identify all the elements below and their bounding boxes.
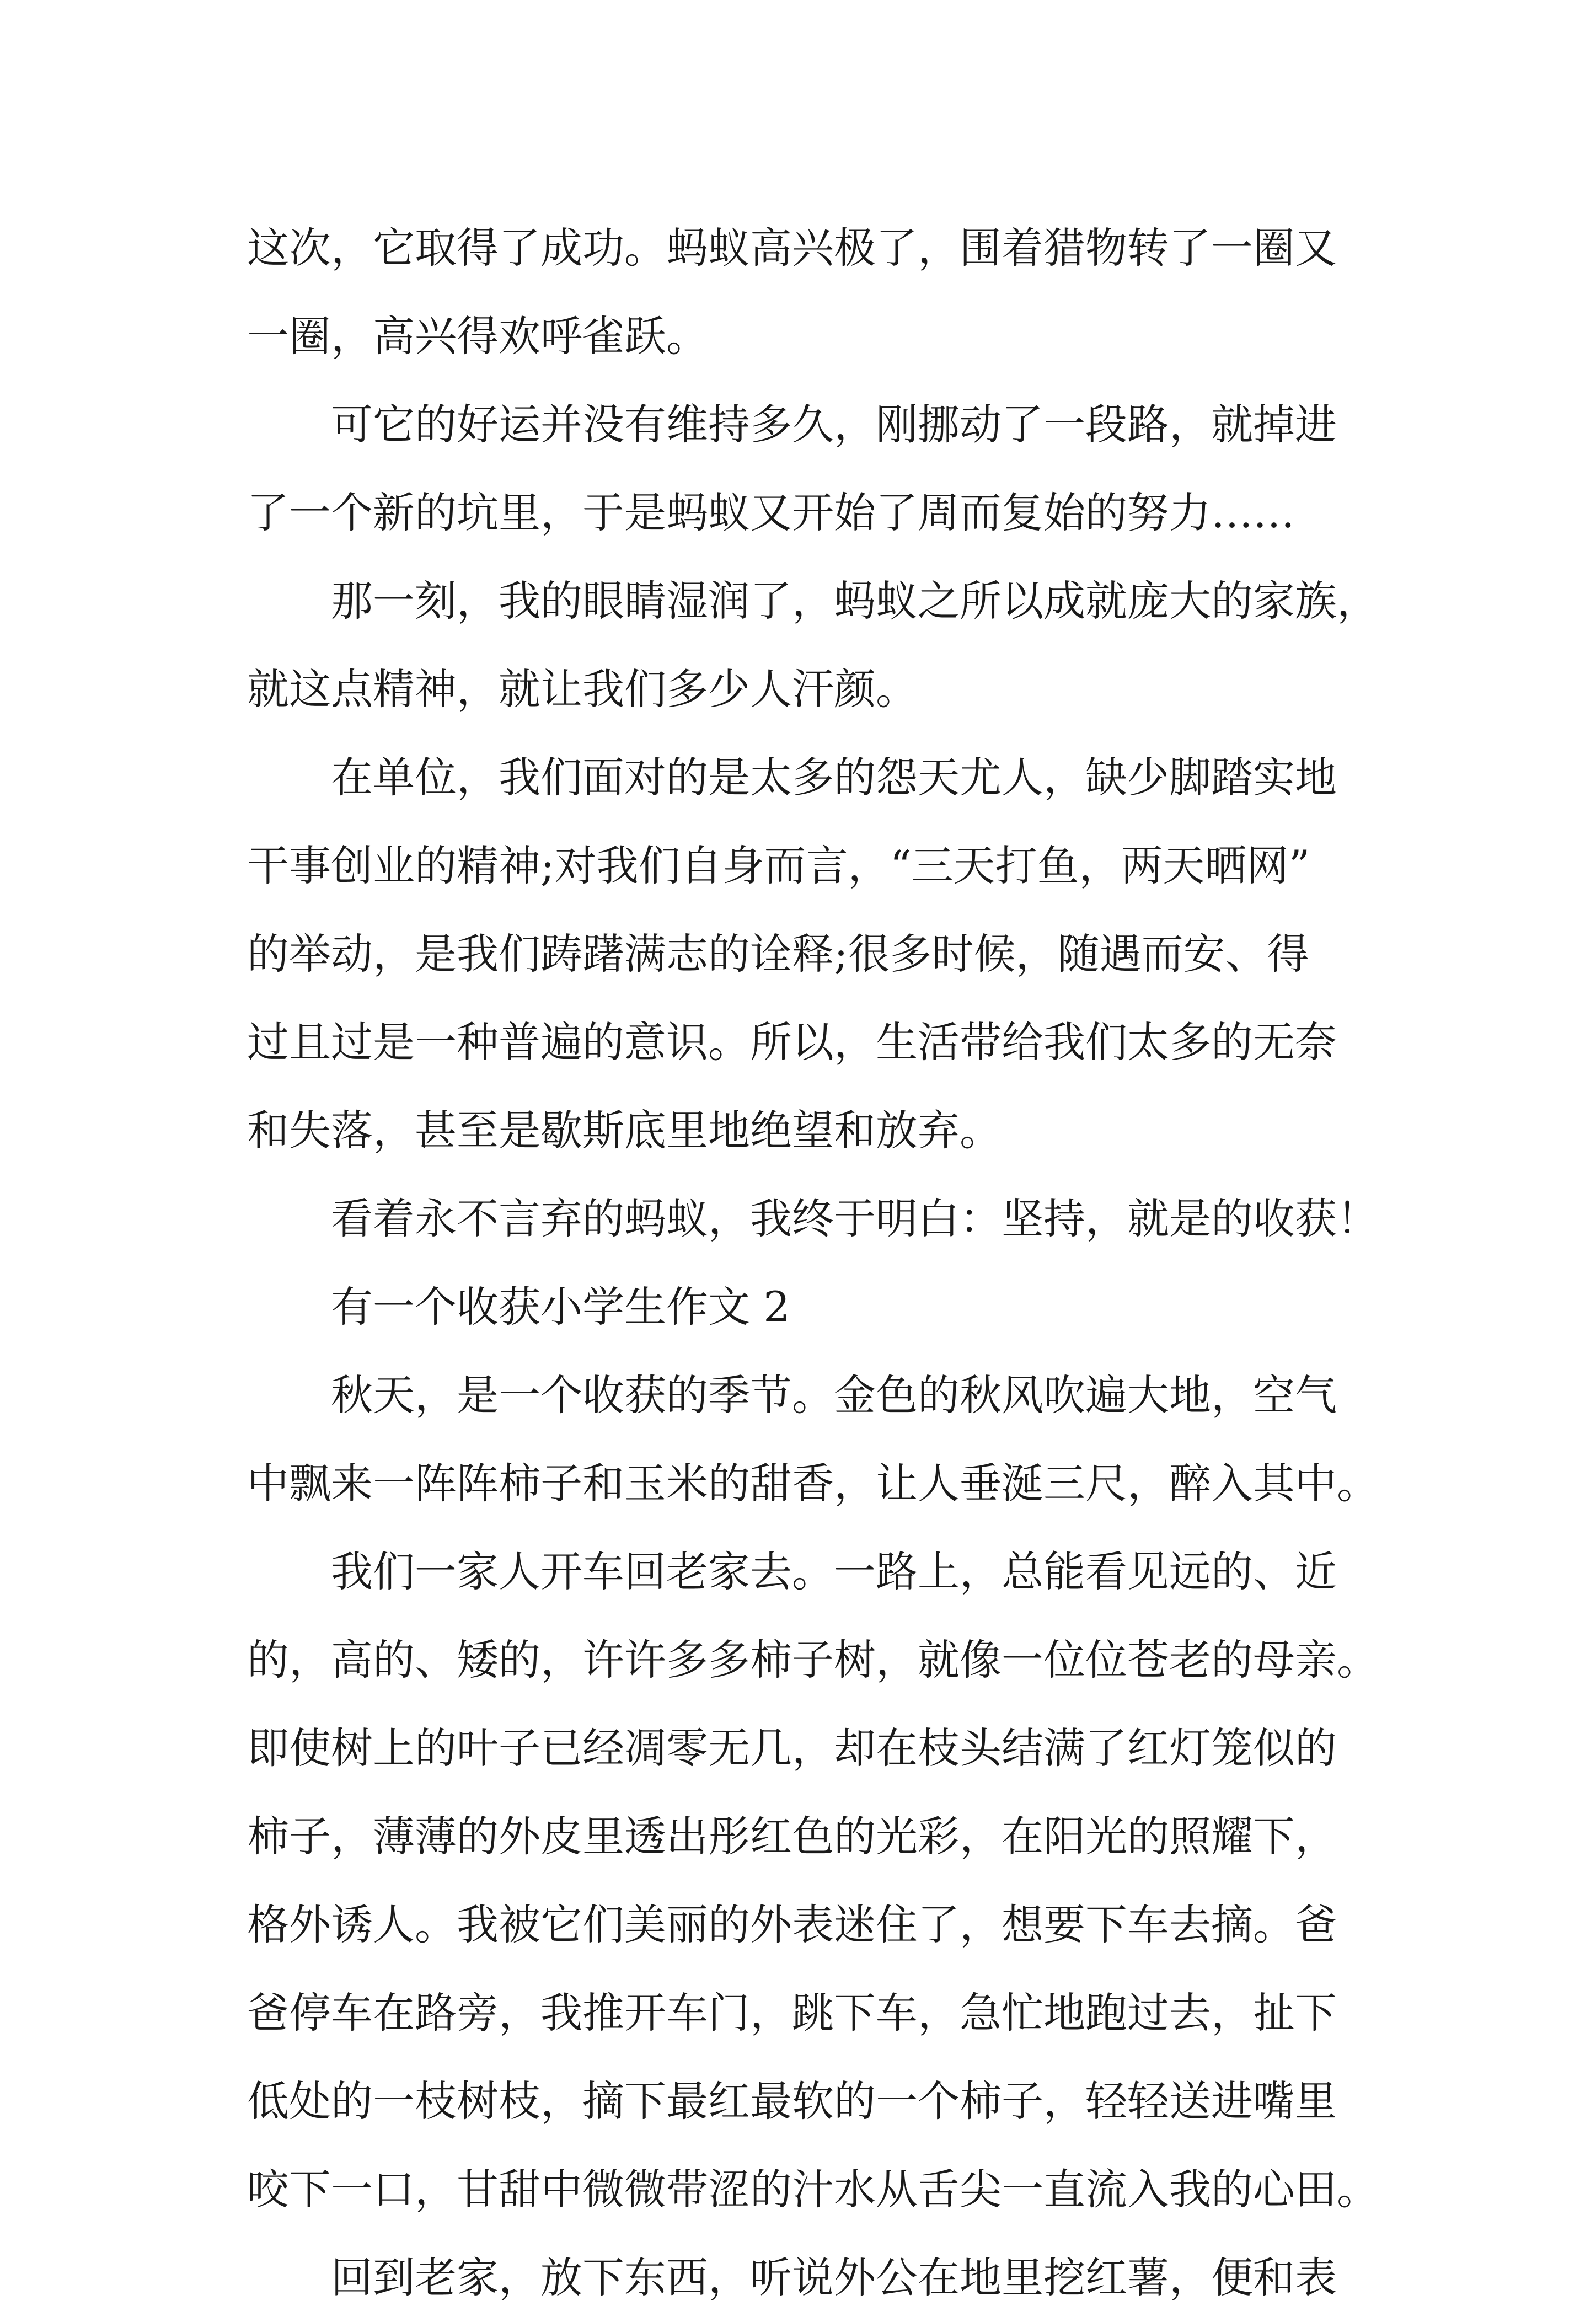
text-line: 爸停车在路旁，我推开车门，跳下车，急忙地跑过去，扯下 (247, 1988, 1337, 2037)
text-line: 柿子，薄薄的外皮里透出彤红色的光彩，在阳光的照耀下， (247, 1812, 1337, 1861)
text-line: 低处的一枝树枝，摘下最红最软的一个柿子，轻轻送进嘴里 (247, 2077, 1337, 2126)
text-line: 中飘来一阵阵柿子和玉米的甜香，让人垂涎三尺，醉入其中。 (247, 1459, 1379, 1508)
document-body (247, 204, 1378, 2322)
essay-heading: 有一个收获小学生作文 2 (331, 1282, 790, 1331)
paragraph-start-line: 那一刻，我的眼睛湿润了，蚂蚁之所以成就庞大的家族， (331, 576, 1379, 625)
text-line: 就这点精神，就让我们多少人汗颜。 (247, 665, 918, 714)
text-line: 这次，它取得了成功。蚂蚁高兴极了，围着猎物转了一圈又 (247, 223, 1337, 272)
text-line: 格外诱人。我被它们美丽的外表迷住了，想要下车去摘。爸 (247, 1900, 1337, 1949)
text-line: 干事创业的精神;对我们自身而言，“三天打鱼，两天晒网” (247, 841, 1310, 890)
paragraph-start-line: 秋天，是一个收获的季节。金色的秋风吹遍大地，空气 (331, 1371, 1337, 1420)
paragraph-start-line: 在单位，我们面对的是太多的怨天尤人，缺少脚踏实地 (331, 753, 1337, 802)
text-line: 了一个新的坑里，于是蚂蚁又开始了周而复始的努力…… (247, 488, 1295, 537)
text-line: 过且过是一种普遍的意识。所以，生活带给我们太多的无奈 (247, 1018, 1337, 1067)
paragraph-start-line: 回到老家，放下东西，听说外公在地里挖红薯，便和表 (331, 2253, 1337, 2302)
text-line: 的，高的、矮的，许许多多柿子树，就像一位位苍老的母亲。 (247, 1635, 1379, 1684)
paragraph-start-line: 可它的好运并没有维持多久，刚挪动了一段路，就掉进 (331, 400, 1337, 449)
paragraph-start-line: 看着永不言弃的蚂蚁，我终于明白：坚持，就是的收获！ (331, 1194, 1379, 1243)
text-line: 和失落，甚至是歇斯底里地绝望和放弃。 (247, 1106, 1001, 1155)
text-line: 的举动，是我们踌躇满志的诠释;很多时候，随遇而安、得 (247, 929, 1309, 978)
text-line: 即使树上的叶子已经凋零无几，却在枝头结满了红灯笼似的 (247, 1724, 1337, 1773)
text-line: 咬下一口，甘甜中微微带涩的汁水从舌尖一直流入我的心田。 (247, 2165, 1379, 2214)
text-line: 一圈，高兴得欢呼雀跃。 (247, 312, 708, 361)
paragraph-start-line: 我们一家人开车回老家去。一路上，总能看见远的、近 (331, 1547, 1337, 1596)
